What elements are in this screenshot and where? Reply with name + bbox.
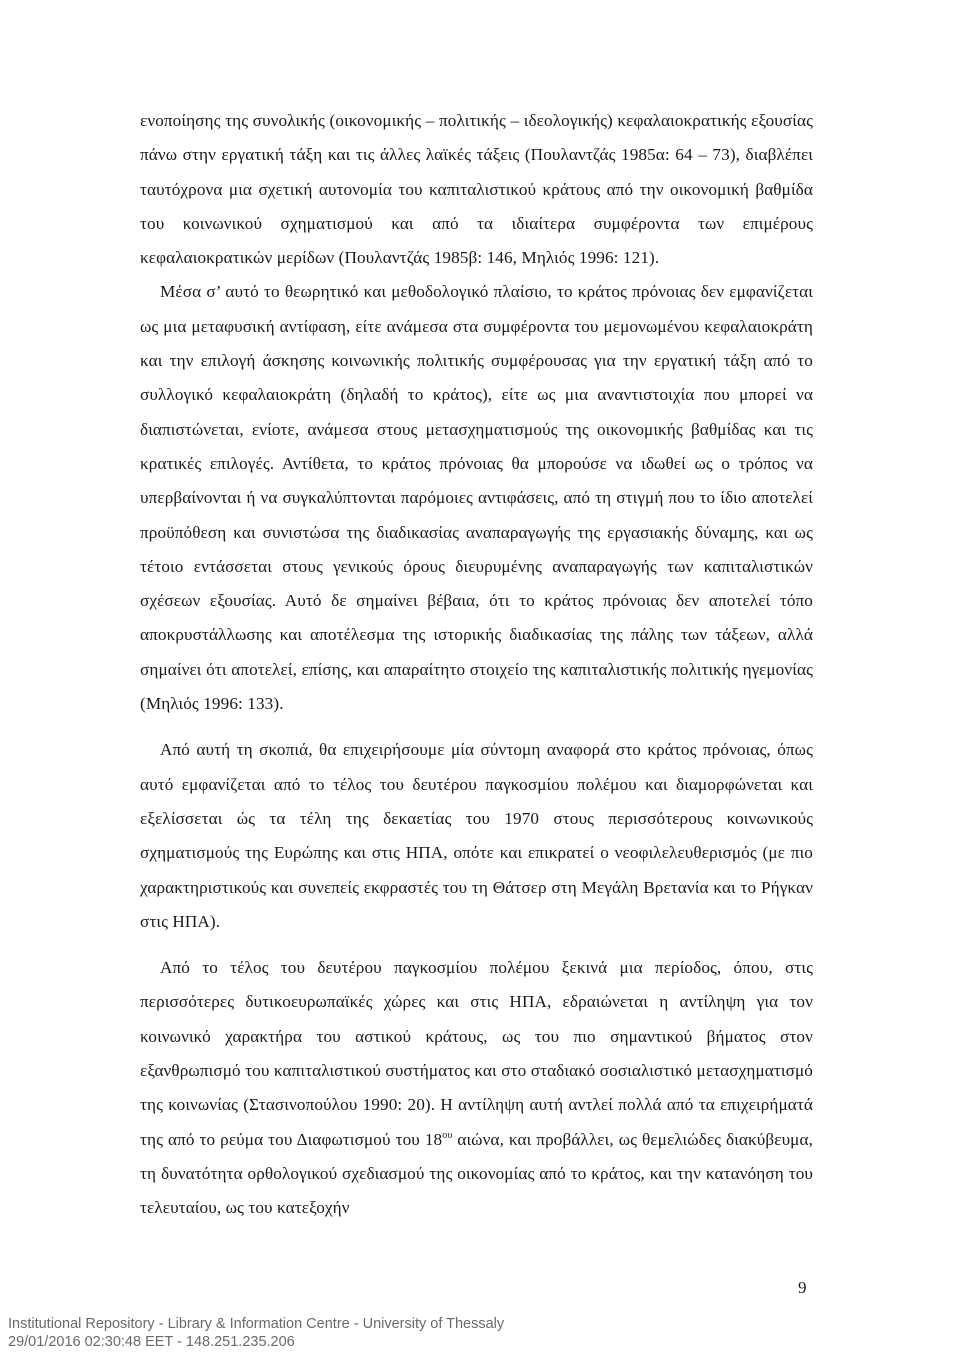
- paragraph-1: [140, 104, 813, 275]
- footer-timestamp-line: 29/01/2016 02:30:48 EET - 148.251.235.206: [8, 1334, 295, 1350]
- century-superscript: ου: [442, 1129, 453, 1141]
- paragraph-1-text: ενοποίησης της συνολικής (οικονομικής – πολιτικής – ιδεολογικής) κεφαλαιοκρατικής εξουσίας πάνω στην εργατική τάξη και τις άλλες λαϊκές τάξεις (Πουλαντζάς 1985α: 64 – 73), διαβλέπει ταυτόχρονα μια σχετική αυτονομία του καπιταλιστικού κράτους από την οικονομική βαθμίδα του κοινωνικού σχηματισμού και από τα ιδιαίτερα συμφέροντα των επιμέρους κεφαλαιοκρατικών μερίδων (Πουλαντζάς 1985β: 146, Μηλιός 1996: 121).: [140, 111, 813, 268]
- body-text: [140, 104, 813, 1226]
- footer-repository-line: Institutional Repository - Library & Information Centre - University of Thessaly: [8, 1316, 505, 1332]
- paragraph-4-text-part-1: Από το τέλος του δευτέρου παγκοσμίου πολέμου ξεκινά μια περίοδος, όπου, στις περισσότερες δυτικοευρωπαϊκές χώρες και στις ΗΠΑ, εδραιώνεται η αντίληψη για τον κοινωνικό χαρακτήρα του αστικού κράτους, ως του πιο σημαντικού βήματος στον εξανθρωπισμό του καπιταλιστικού συστήματος και στο σταδιακό σοσιαλιστικό μετασχηματισμό της κοινωνίας (Στασινοπούλου 1990: 20). Η αντίληψη αυτή αντλεί πολλά από τα επιχειρήματά της από το ρεύμα του Διαφωτισμού του 18: [140, 958, 813, 1149]
- paragraph-3: [140, 733, 813, 939]
- paragraph-4: [140, 951, 813, 1225]
- paragraph-4-text-part-2: αιώνα, και προβάλλει, ως θεμελιώδες διακύβευμα, τη δυνατότητα ορθολογικού σχεδιασμού της οικονομίας από το κράτος, και την κατανόηση του τελευταίου, ως του κατεξοχήν: [140, 1129, 813, 1218]
- page-number: 9: [798, 1278, 807, 1297]
- paragraph-2: [140, 275, 813, 721]
- paragraph-3-text: Από αυτή τη σκοπιά, θα επιχειρήσουμε μία σύντομη αναφορά στο κράτος πρόνοιας, όπως αυτό εμφανίζεται από το τέλος του δευτέρου παγκοσμίου πολέμου και διαμορφώνεται και εξελίσσεται ώς τα τέλη της δεκαετίας του 1970 στους περισσότερους κοινωνικούς σχηματισμούς της Ευρώπης και στις ΗΠΑ, οπότε και επικρατεί ο νεοφιλελευθερισμός (με πιο χαρακτηριστικούς και συνεπείς εκφραστές του τη Θάτσερ στη Μεγάλη Βρετανία και το Ρήγκαν στις ΗΠΑ).: [140, 740, 813, 931]
- paragraph-2-text: Μέσα σ’ αυτό το θεωρητικό και μεθοδολογικό πλαίσιο, το κράτος πρόνοιας δεν εμφανίζεται ως μια μεταφυσική αντίφαση, είτε ανάμεσα στα συμφέροντα του μεμονωμένου κεφαλαιοκράτη και την επιλογή άσκησης κοινωνικής πολιτικής συμφέρουσας για την εργατική τάξη από το συλλογικό κεφαλαιοκράτη (δηλαδή το κράτος), είτε ως μια αναντιστοιχία που μπορεί να διαπιστώνεται, ενίοτε, ανάμεσα στους μετασχηματισμούς της οικονομικής βαθμίδας και τις κρατικές επιλογές. Αντίθετα, το κράτος πρόνοιας θα μπορούσε να ιδωθεί ως ο τρόπος να υπερβαίνονται ή να συγκαλύπτονται παρόμοιες αντιφάσεις, από τη στιγμή που το ίδιο αποτελεί προϋπόθεση και συνιστώσα της διαδικασίας αναπαραγωγής της εργασιακής δύναμης, και ως τέτοιο εντάσσεται στους γενικούς όρους διευρυμένης αναπαραγωγής των καπιταλιστικών σχέσεων εξουσίας. Αυτό δε σημαίνει βέβαια, ότι το κράτος πρόνοιας δεν αποτελεί τόπο αποκρυστάλλωσης και αποτέλεσμα της ιστορικής διαδικασίας της πάλης των τάξεων, αλλά σημαίνει ότι αποτελεί, επίσης, και απαραίτητο στοιχείο της καπιταλιστικής πολιτικής ηγεμονίας (Μηλιός 1996: 133).: [140, 282, 813, 714]
- repository-footer: [8, 1315, 504, 1351]
